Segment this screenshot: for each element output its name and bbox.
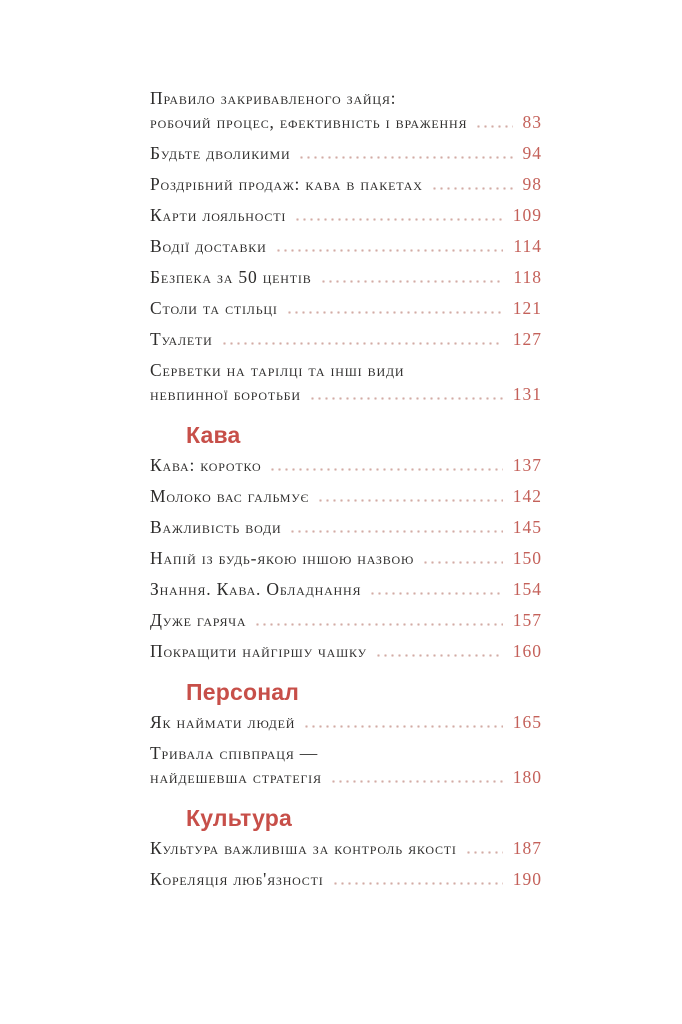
toc-entry bbox=[150, 867, 542, 891]
dotted-leader bbox=[303, 725, 502, 728]
dotted-leader bbox=[465, 851, 503, 854]
toc-entry bbox=[150, 608, 542, 632]
toc-entry-title: Як наймати людей bbox=[150, 712, 296, 732]
toc-entry-title: Дуже гаряча bbox=[150, 610, 247, 630]
toc-entry-title: Важливість води bbox=[150, 517, 282, 537]
dotted-leader bbox=[286, 311, 503, 314]
toc-entry-title: Безпека за 50 центів bbox=[150, 267, 312, 287]
toc-entry bbox=[150, 234, 542, 258]
dotted-leader bbox=[330, 780, 503, 783]
section-header-kultura: Культура bbox=[186, 805, 293, 831]
toc-entry-page-number: 154 bbox=[512, 579, 542, 599]
toc-entry-title-line2: робочий процес, ефективність і враження bbox=[150, 112, 468, 132]
toc-entry-page-number: 131 bbox=[512, 384, 542, 404]
toc-entry-page-number: 114 bbox=[513, 236, 542, 256]
toc-entry-page-number: 94 bbox=[522, 143, 542, 163]
toc-entry-title-line2: невпинної боротьби bbox=[150, 384, 301, 404]
toc-entry-title: Напій із будь-якою іншою назвою bbox=[150, 548, 415, 568]
toc-entry-title: Серветки на тарілці та інші види bbox=[150, 360, 405, 380]
dotted-leader bbox=[221, 342, 503, 345]
toc-entry-title: Покращити найгіршу чашку bbox=[150, 641, 367, 661]
toc-entry bbox=[150, 141, 542, 165]
dotted-leader bbox=[431, 187, 513, 190]
toc-entry-title: Столи та стільці bbox=[150, 298, 278, 318]
toc-entry bbox=[150, 358, 542, 406]
dotted-leader bbox=[317, 499, 503, 502]
section-header-personal: Персонал bbox=[186, 679, 300, 705]
dotted-leader bbox=[332, 882, 503, 885]
toc-entry-page-number: 160 bbox=[512, 641, 542, 661]
dotted-leader bbox=[320, 280, 504, 283]
toc-entry bbox=[150, 327, 542, 351]
dotted-leader bbox=[369, 592, 502, 595]
toc-entry bbox=[150, 741, 542, 789]
toc-entry bbox=[150, 515, 542, 539]
toc-entry-title: Туалети bbox=[150, 329, 213, 349]
toc-entry-page-number: 165 bbox=[512, 712, 542, 732]
toc-entry-page-number: 180 bbox=[512, 767, 542, 787]
toc-entry bbox=[150, 203, 542, 227]
toc-entry-page-number: 145 bbox=[512, 517, 542, 537]
dotted-leader bbox=[294, 218, 503, 221]
toc-entry-page-number: 109 bbox=[512, 205, 542, 225]
section-header-kava: Кава bbox=[186, 422, 241, 448]
toc-entry bbox=[150, 86, 542, 134]
toc-entry-title: Культура важливіша за контроль якості bbox=[150, 838, 457, 858]
toc-entry-title: Роздрібний продаж: кава в пакетах bbox=[150, 174, 423, 194]
dotted-leader bbox=[422, 561, 503, 564]
dotted-leader bbox=[254, 623, 502, 626]
toc-entry-title: Карти лояльності bbox=[150, 205, 287, 225]
toc-entry-page-number: 121 bbox=[512, 298, 542, 318]
toc-entry bbox=[150, 546, 542, 570]
toc-entry-page-number: 137 bbox=[512, 455, 542, 475]
toc-entry-title: Правило закривавленого зайця: bbox=[150, 88, 397, 108]
toc-entry-page-number: 98 bbox=[522, 174, 542, 194]
toc-entry-page-number: 190 bbox=[512, 869, 542, 889]
toc-entry bbox=[150, 836, 542, 860]
dotted-leader bbox=[275, 249, 504, 252]
toc-entry-page-number: 150 bbox=[512, 548, 542, 568]
toc-entry-title: Водії доставки bbox=[150, 236, 267, 256]
toc-entry-title: Кава: коротко bbox=[150, 455, 262, 475]
dotted-leader bbox=[269, 468, 502, 471]
dotted-leader bbox=[475, 125, 512, 128]
toc-entry-title: Кореляція люб'язності bbox=[150, 869, 324, 889]
toc-entry bbox=[150, 265, 542, 289]
toc-entry bbox=[150, 710, 542, 734]
toc-entry bbox=[150, 172, 542, 196]
toc-entry-title: Будьте дволикими bbox=[150, 143, 291, 163]
toc-content bbox=[150, 86, 542, 898]
toc-entry bbox=[150, 453, 542, 477]
toc-entry bbox=[150, 639, 542, 663]
toc-entry-page-number: 187 bbox=[512, 838, 542, 858]
toc-entry-title: Молоко вас гальмує bbox=[150, 486, 310, 506]
toc-entry bbox=[150, 296, 542, 320]
toc-entry-page-number: 118 bbox=[513, 267, 542, 287]
toc-entry-title: Тривала співпраця — bbox=[150, 743, 319, 763]
toc-entry-title-line2: найдешевша стратегія bbox=[150, 767, 322, 787]
toc-entry-page-number: 83 bbox=[522, 112, 542, 132]
toc-entry-page-number: 127 bbox=[512, 329, 542, 349]
toc-entry bbox=[150, 577, 542, 601]
toc-entry-page-number: 157 bbox=[512, 610, 542, 630]
toc-entry bbox=[150, 484, 542, 508]
dotted-leader bbox=[375, 654, 503, 657]
dotted-leader bbox=[289, 530, 502, 533]
toc-entry-page-number: 142 bbox=[512, 486, 542, 506]
toc-entry-title: Знання. Кава. Обладнання bbox=[150, 579, 362, 599]
dotted-leader bbox=[298, 156, 512, 159]
dotted-leader bbox=[309, 397, 503, 400]
